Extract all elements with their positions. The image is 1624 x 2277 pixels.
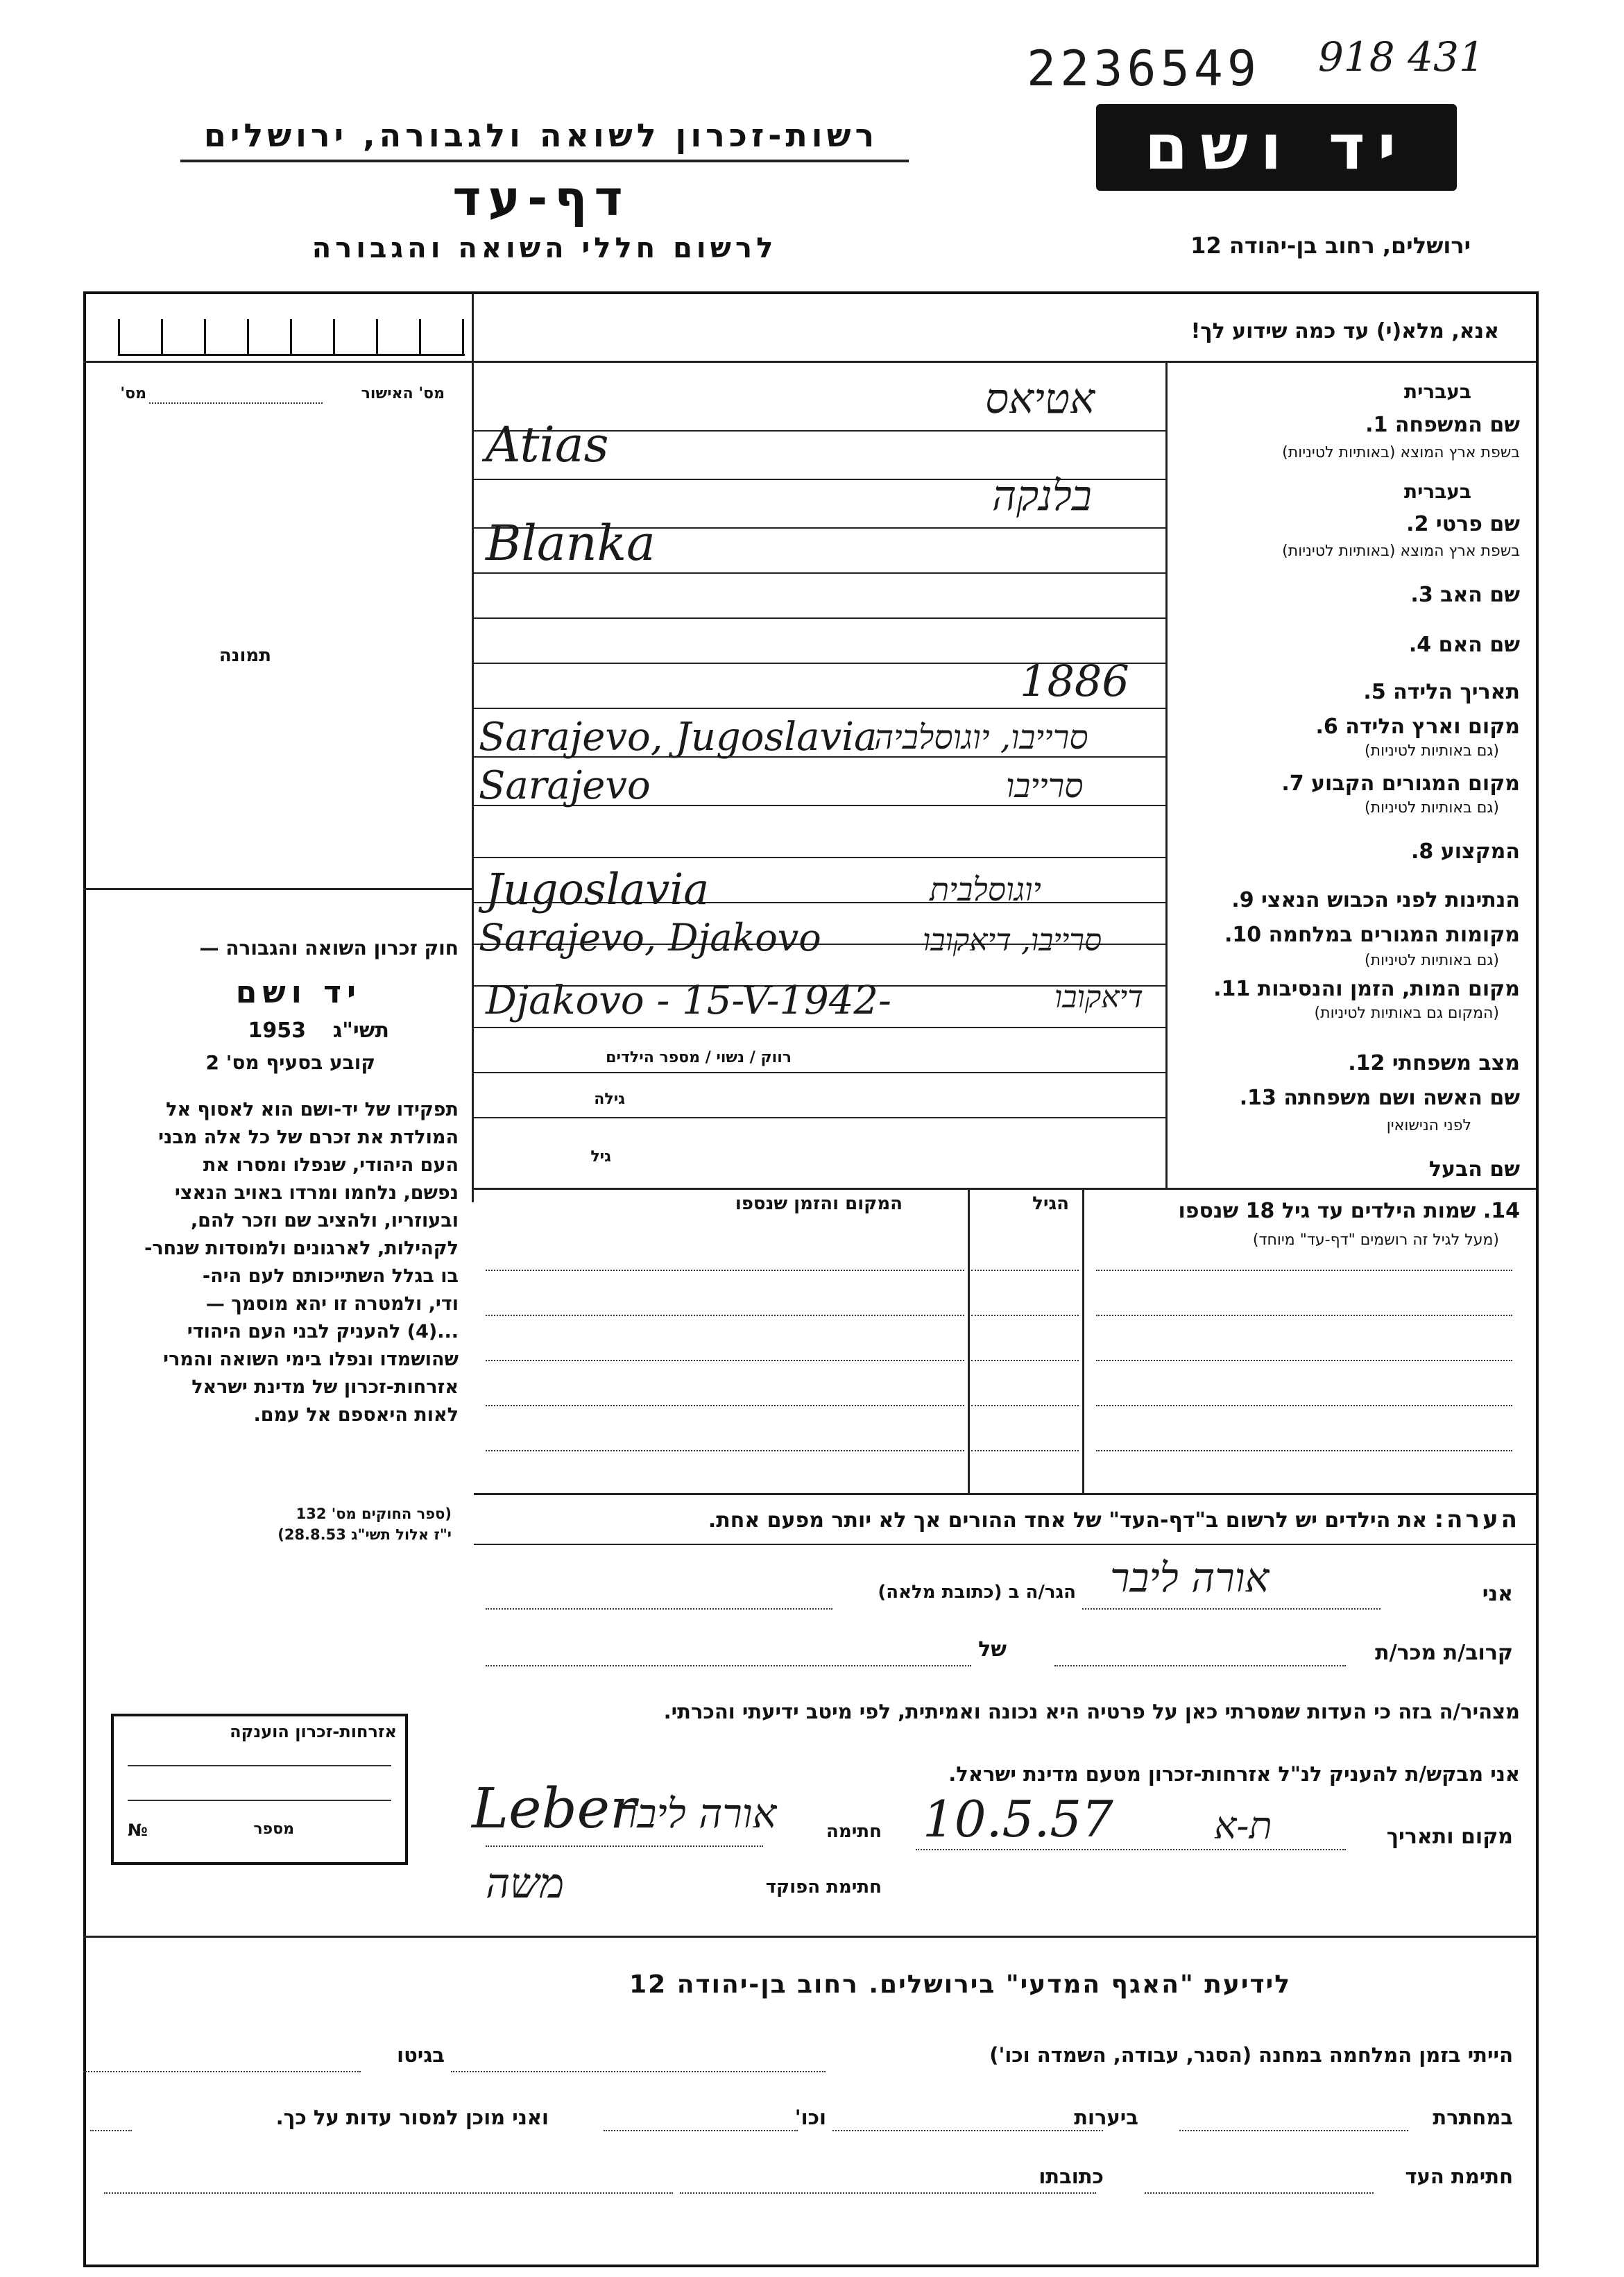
citizenship-box-no-sign: №: [128, 1820, 148, 1840]
authority-name: רשות-זכרון לשואה ולגבורה, ירושלים: [203, 117, 879, 154]
field-3-label: שם האב 3.: [1410, 583, 1520, 607]
firstname-hebrew: בלנקה: [992, 472, 1092, 520]
birth-place-hebrew: סרייבו, יוגוסלביה: [874, 718, 1088, 757]
i-label: אני: [1482, 1582, 1513, 1606]
instruction: אנא, מלא(י) עד כמה שידוע לך!: [1190, 319, 1499, 343]
death-place-hebrew: דיאקובו: [1054, 980, 1143, 1015]
age-label-2: גיל: [590, 1148, 611, 1166]
law-heb-year: תשי"ג: [332, 1018, 389, 1043]
children-label: 14. שמות הילדים עד גיל 18 שנספו: [1178, 1199, 1520, 1223]
field-1-tag: בעברית: [1403, 380, 1471, 403]
residence-hebrew: סרייבו: [1006, 767, 1084, 805]
footer-title: לידיעת "האגף המדעי" בירושלים. רחוב בן-יהודה 12: [629, 1970, 1291, 1999]
declarant-name: אורה ליבר: [1110, 1554, 1270, 1601]
field-7-sub: (גם באותיות לטיניות): [1365, 799, 1499, 817]
place-date-label: מקום ותאריך: [1386, 1825, 1513, 1849]
request: אני מבקש/ת להעניק לנ"ל אזרחות-זכרון מטעם מדינת ישראל.: [948, 1762, 1520, 1786]
footer-etc: וכו': [794, 2106, 826, 2129]
date-entry: 10.5.57: [923, 1790, 1113, 1848]
children-sub: (מעל לגיל זה רושמים "דף-עד" מיוחד): [1252, 1231, 1499, 1249]
form-title: דף-עד: [452, 170, 630, 227]
field-2-tag: בעברית: [1403, 480, 1471, 503]
field-1-label: שם המשפחה 1.: [1365, 413, 1520, 437]
surname-hebrew: אטיאס: [985, 375, 1095, 423]
law-body: תפקידו של יד-ושם הוא לאסוף אל המולדת את זכרם של כל אלה מבני העם היהודי, שנפלו ומסרו את נפשם, נלחמו ומרדו באויב הנאצי ובעוזריו, ולהציב שם וזכר להם, לקהילות, לארגונים ולמוסדות שנחר- בו בגלל השתייכותם לעם היה- ודי, ולמטרה זו יהא מוסמך — ...(4) להעניק לבני העם היהודי שהושמדו ונפלו בימי השואה והמרי אזרחות-זכרון של מדינת ישראל לאות היאספם אל עמם.: [144, 1099, 459, 1426]
form-subtitle: לרשום חללי השואה והגבורה: [311, 232, 778, 264]
field-9-label: הנתינות לפני הכבוש הנאצי 9.: [1231, 888, 1520, 912]
footer-forests: ביערות: [1074, 2106, 1138, 2129]
field-10-label: מקומות המגורים במלחמה 10.: [1224, 923, 1520, 947]
field-10-sub: (גם באותיות לטיניות): [1365, 952, 1499, 969]
signature-label: חתימה: [826, 1821, 882, 1842]
field-5-label: תאריך הלידה 5.: [1363, 680, 1520, 704]
signature-latin: Leber: [472, 1776, 637, 1841]
field-4-label: שם האם 4.: [1408, 633, 1520, 657]
footer-ghetto: בגיטו: [397, 2043, 445, 2067]
field-13-sub: לפני הנישואין: [1386, 1117, 1471, 1134]
clerk-label: חתימת הפוקד: [765, 1877, 882, 1898]
office-ticks: [118, 319, 465, 357]
nationality: Jugoslavia: [486, 864, 710, 914]
field-2-label: שם פרטי 2.: [1406, 512, 1520, 536]
address: ירושלים, רחוב בן-יהודה 12: [1190, 232, 1471, 259]
death-details: Djakovo - 15-V-1942-: [486, 978, 891, 1023]
office-use-label: מס' האישור: [361, 385, 445, 402]
law-title: חוק זכרון השואה והגבורה —: [199, 937, 459, 960]
serial-number: 2236549: [1027, 40, 1261, 97]
birth-place: Sarajevo, Jugoslavia: [479, 715, 878, 760]
footer-line-1: הייתי בזמן המלחמה במחנה (הסגר, עבודה, השמדה וכו'): [989, 2043, 1513, 2067]
field-2-sub: בשפת ארץ המוצא (באותיות לטיניות): [1282, 543, 1520, 560]
wartime-places-hebrew: סרייבו, דיאקובו: [923, 923, 1102, 958]
birth-year: 1886: [1020, 656, 1129, 706]
firstname-latin: Blanka: [486, 515, 656, 572]
field-1-sub: בשפת ארץ המוצא (באותיות לטיניות): [1282, 444, 1520, 461]
footer-underground: במחתרת: [1433, 2106, 1513, 2129]
age-label: גילה: [594, 1091, 625, 1108]
field-12-label: מצב משפחתי 12.: [1348, 1051, 1520, 1075]
law-ref-2: י"ז אלול תשי"ג 28.8.53): [277, 1526, 452, 1543]
footer-testimony: ואני מוכן למסור עדות על כך.: [275, 2106, 549, 2129]
law-clause: קובע בסעיף מס' 2: [205, 1051, 375, 1074]
note: הערה: את הילדים יש לרשום ב"דף-העד" של אחד ההורים אך לא יותר מפעם אחת.: [708, 1506, 1520, 1533]
law-name: יד ושם: [235, 975, 361, 1010]
field-6-label: מקום וארץ הלידה 6.: [1315, 715, 1520, 739]
signature-hebrew: אורה ליבר: [617, 1790, 777, 1837]
field-8-label: המקצוע 8.: [1410, 839, 1520, 864]
field-7-label: מקום המגורים הקבוע 7.: [1281, 771, 1520, 796]
office-no-label: מס': [120, 385, 146, 402]
resident-label: הגר/ה ב (כתובת מלאה): [878, 1582, 1076, 1603]
photo-label: תמונה: [219, 645, 271, 666]
field-11-sub: (המקום גם באותיות לטיניות): [1314, 1005, 1499, 1022]
law-ref-1: (ספר החוקים מס' 132: [296, 1506, 452, 1522]
footer-witness-sig: חתימת העד: [1405, 2165, 1513, 2188]
citizenship-box: [111, 1714, 408, 1865]
law-year: 1953: [248, 1018, 306, 1043]
children-col-place: המקום והזמן שנספו: [735, 1193, 903, 1214]
field-11-label: מקום המות, הזמן והנסיבות 11.: [1213, 977, 1520, 1001]
declaration: מצהיר/ה בזה כי העדות שמסרתי כאן על פרטיה היא נכונה ואמיתית, לפי מיטב ידיעתי והכרתי.: [663, 1700, 1520, 1723]
husband-label: שם הבעל: [1428, 1157, 1520, 1182]
logo-text: יד ושם: [1144, 111, 1409, 184]
citizenship-box-no: מספר: [253, 1820, 294, 1838]
handwritten-ref: 918 431: [1318, 33, 1485, 80]
place-entry: ת-א: [1214, 1804, 1272, 1848]
of-label: של: [978, 1637, 1007, 1662]
yad-vashem-logo: [1096, 104, 1457, 191]
field-13-label: שם האשה ושם משפחתה 13.: [1239, 1086, 1520, 1110]
residence: Sarajevo: [479, 763, 651, 808]
marital-options: רווק / נשוי / מספר הילדים: [606, 1049, 792, 1066]
wartime-places: Sarajevo, Djakovo: [479, 916, 821, 960]
footer-address: כתובתו: [1038, 2165, 1104, 2188]
relative-label: קרוב/ת מכר/ת: [1375, 1641, 1513, 1665]
clerk-signature: משה: [486, 1859, 565, 1908]
citizenship-box-title: אזרחות-זכרון הוענקה: [230, 1722, 397, 1741]
field-6-sub: (גם באותיות לטיניות): [1365, 742, 1499, 760]
surname-latin: Atias: [486, 416, 609, 473]
children-col-age: הגיל: [1032, 1193, 1069, 1214]
nationality-hebrew: יוגוסלבית: [930, 871, 1041, 908]
